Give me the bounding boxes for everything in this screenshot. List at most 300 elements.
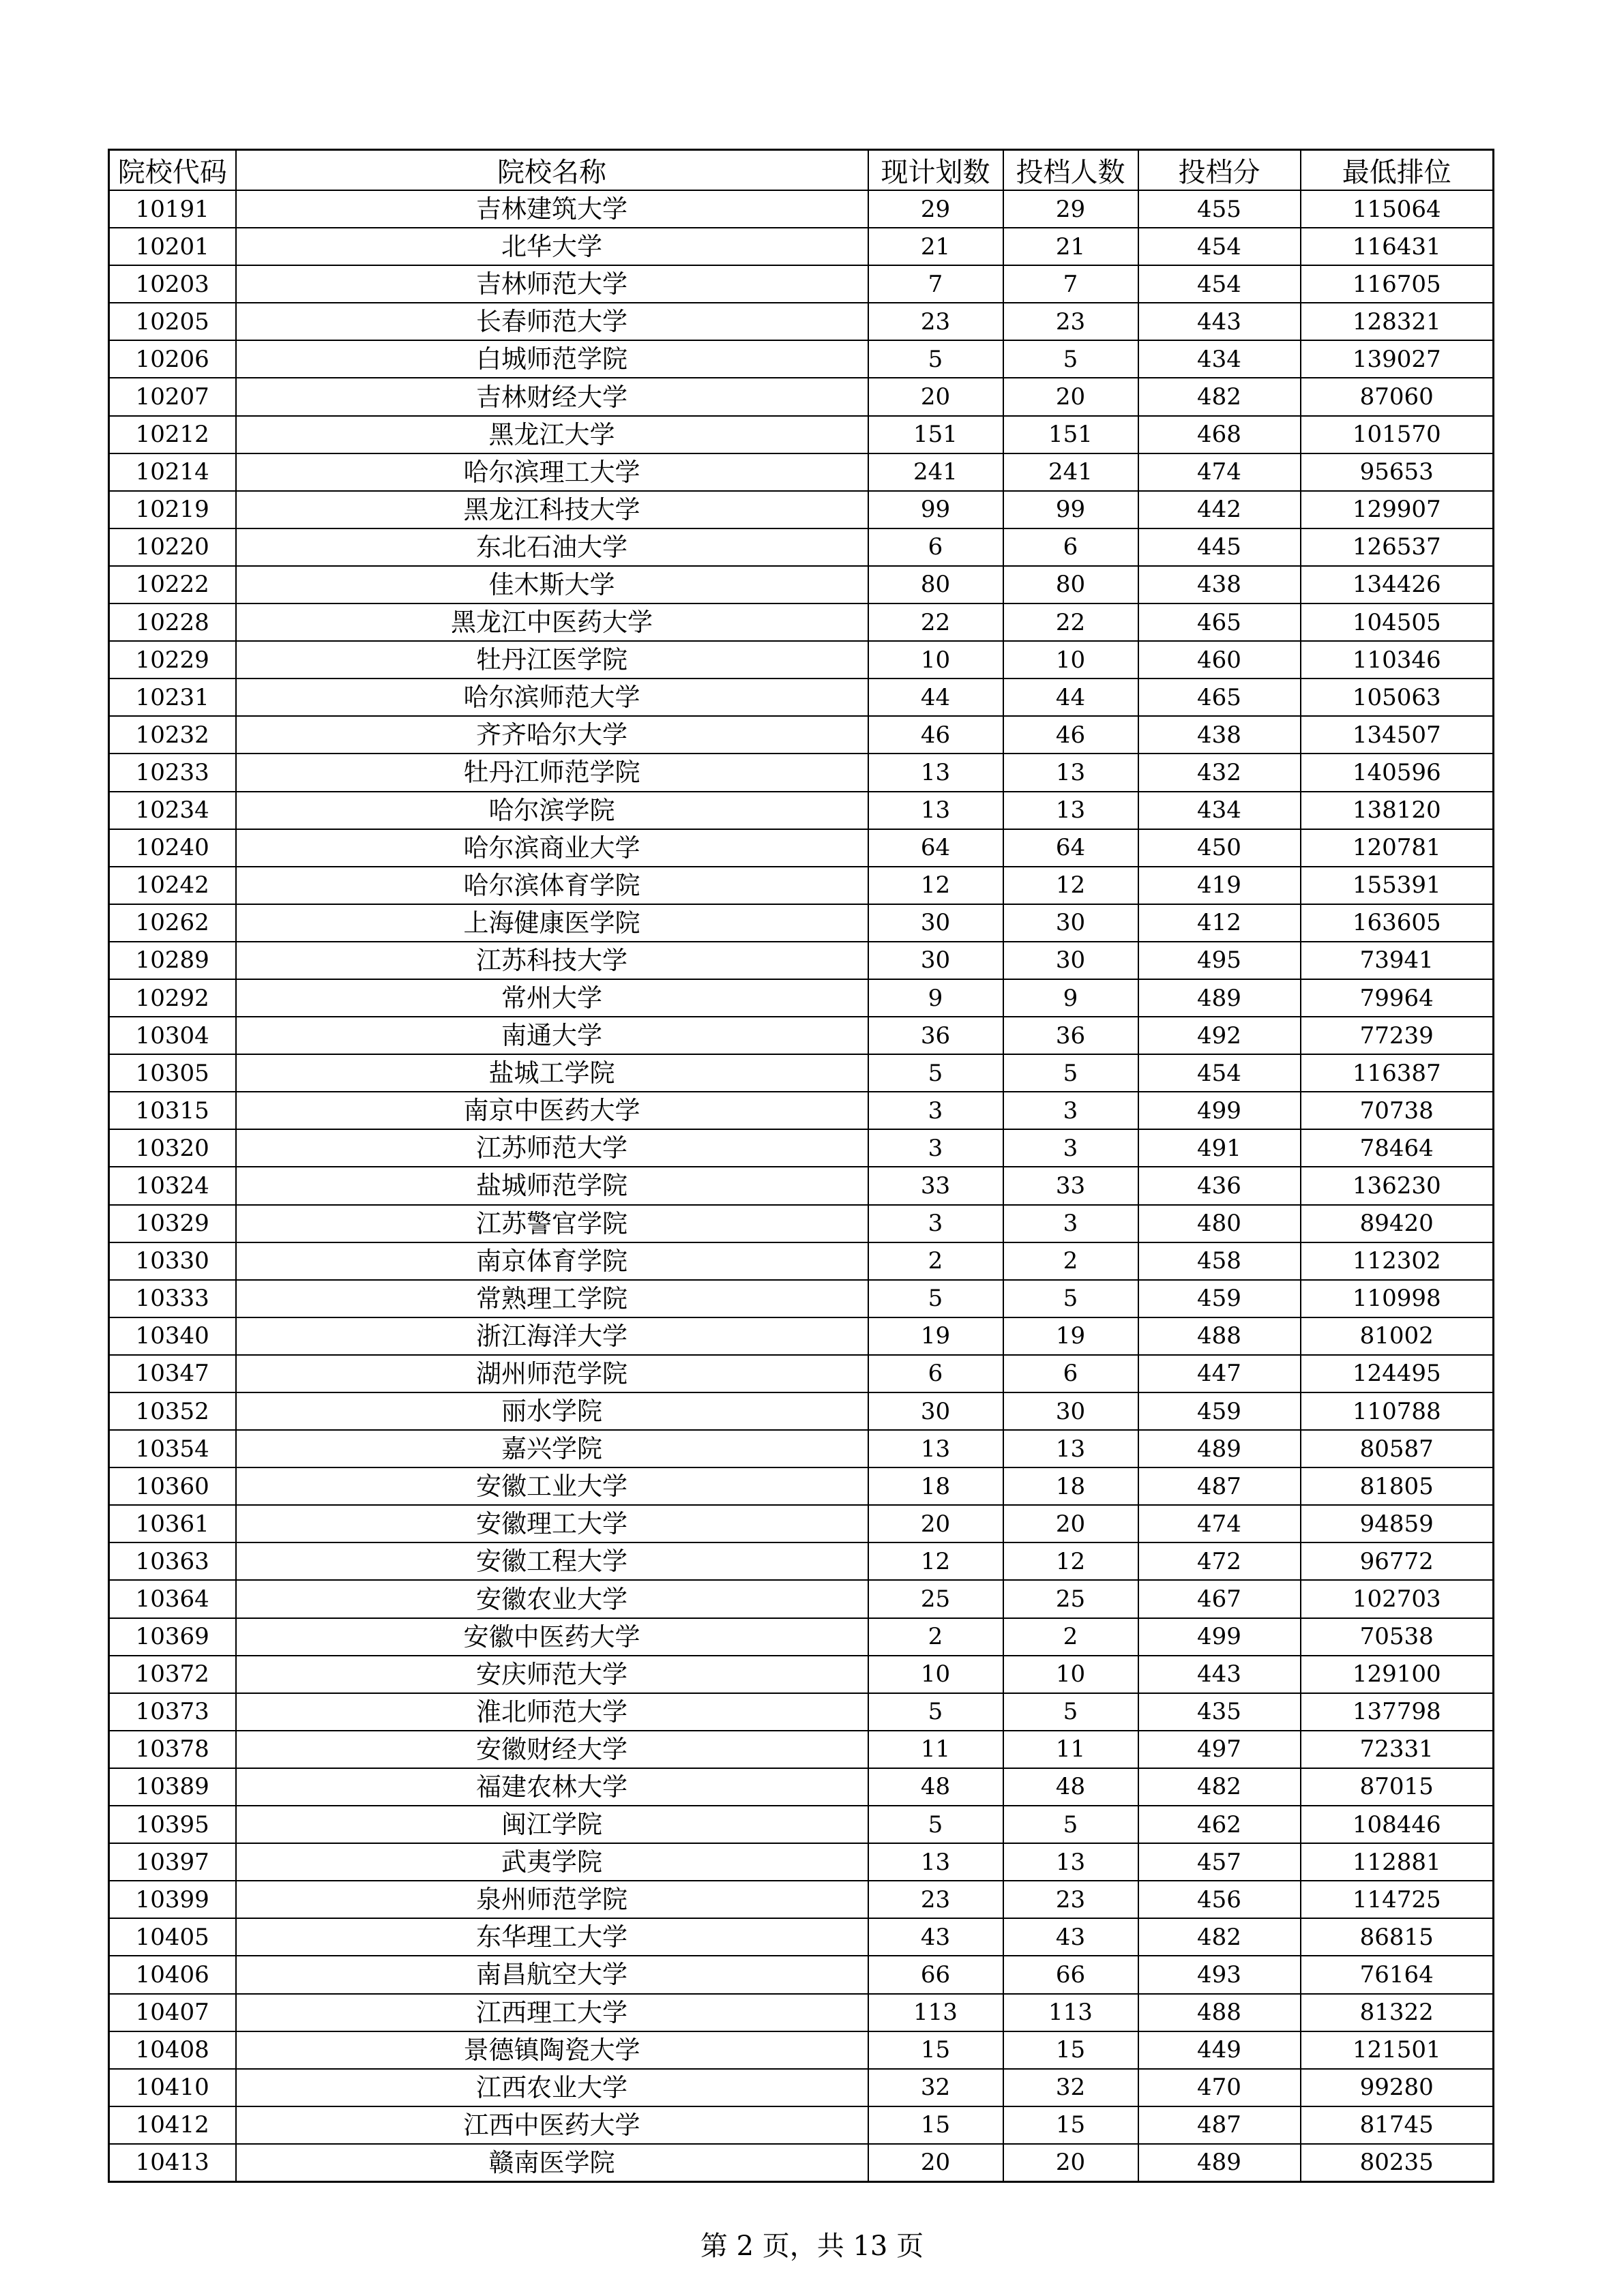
cell-school-code: 10405 [109, 1918, 236, 1956]
cell-plan-count: 6 [868, 1355, 1003, 1392]
cell-plan-count: 13 [868, 1843, 1003, 1881]
cell-cutoff-score: 462 [1138, 1806, 1301, 1843]
cell-school-name: 丽水学院 [236, 1392, 868, 1430]
cell-school-code: 10373 [109, 1693, 236, 1731]
cell-lowest-rank: 114725 [1301, 1881, 1494, 1918]
table-row [109, 792, 1494, 829]
cell-school-name: 常州大学 [236, 979, 868, 1017]
cell-plan-count: 7 [868, 265, 1003, 303]
cell-school-code: 10233 [109, 754, 236, 791]
cell-admitted-count: 3 [1003, 1092, 1138, 1129]
cell-school-name: 江西理工大学 [236, 1994, 868, 2031]
cell-school-code: 10407 [109, 1994, 236, 2031]
cell-plan-count: 64 [868, 829, 1003, 867]
cell-lowest-rank: 137798 [1301, 1693, 1494, 1731]
cell-school-name: 黑龙江大学 [236, 416, 868, 453]
cell-plan-count: 32 [868, 2069, 1003, 2106]
cell-plan-count: 66 [868, 1956, 1003, 1993]
cell-plan-count: 2 [868, 1242, 1003, 1280]
cell-cutoff-score: 491 [1138, 1129, 1301, 1167]
cell-school-name: 南京中医药大学 [236, 1092, 868, 1129]
cell-lowest-rank: 77239 [1301, 1017, 1494, 1054]
table-row [109, 716, 1494, 754]
cell-school-name: 哈尔滨体育学院 [236, 867, 868, 904]
table-row [109, 528, 1494, 566]
cell-cutoff-score: 419 [1138, 867, 1301, 904]
cell-school-code: 10352 [109, 1392, 236, 1430]
cell-plan-count: 80 [868, 566, 1003, 603]
cell-school-name: 齐齐哈尔大学 [236, 716, 868, 754]
cell-cutoff-score: 480 [1138, 1205, 1301, 1242]
cell-plan-count: 36 [868, 1017, 1003, 1054]
admission-table [108, 149, 1494, 2183]
cell-cutoff-score: 489 [1138, 1430, 1301, 1467]
cell-cutoff-score: 497 [1138, 1731, 1301, 1768]
cell-school-name: 盐城师范学院 [236, 1167, 868, 1204]
cell-school-code: 10292 [109, 979, 236, 1017]
cell-school-name: 牡丹江医学院 [236, 641, 868, 679]
cell-cutoff-score: 436 [1138, 1167, 1301, 1204]
cell-school-name: 江西中医药大学 [236, 2106, 868, 2144]
header-school-code: 院校代码 [109, 150, 236, 191]
cell-admitted-count: 32 [1003, 2069, 1138, 2106]
cell-school-name: 上海健康医学院 [236, 904, 868, 942]
cell-cutoff-score: 482 [1138, 378, 1301, 415]
cell-admitted-count: 30 [1003, 1392, 1138, 1430]
cell-admitted-count: 19 [1003, 1317, 1138, 1355]
cell-cutoff-score: 443 [1138, 303, 1301, 340]
table-row [109, 340, 1494, 378]
cell-lowest-rank: 80235 [1301, 2144, 1494, 2182]
cell-school-code: 10363 [109, 1542, 236, 1580]
cell-school-code: 10262 [109, 904, 236, 942]
table-row [109, 1994, 1494, 2031]
table-row [109, 1618, 1494, 1656]
cell-school-name: 吉林建筑大学 [236, 190, 868, 228]
cell-admitted-count: 13 [1003, 792, 1138, 829]
table-row [109, 378, 1494, 415]
cell-school-name: 南昌航空大学 [236, 1956, 868, 1993]
cell-cutoff-score: 457 [1138, 1843, 1301, 1881]
cell-cutoff-score: 459 [1138, 1392, 1301, 1430]
table-body [109, 190, 1494, 2181]
table-row [109, 1467, 1494, 1505]
cell-cutoff-score: 432 [1138, 754, 1301, 791]
cell-plan-count: 13 [868, 792, 1003, 829]
cell-plan-count: 5 [868, 340, 1003, 378]
cell-plan-count: 48 [868, 1768, 1003, 1806]
cell-school-code: 10214 [109, 453, 236, 491]
header-plan-count: 现计划数 [868, 150, 1003, 191]
cell-school-code: 10203 [109, 265, 236, 303]
cell-school-code: 10242 [109, 867, 236, 904]
cell-lowest-rank: 104505 [1301, 603, 1494, 641]
cell-admitted-count: 23 [1003, 1881, 1138, 1918]
table-row [109, 1505, 1494, 1542]
cell-plan-count: 12 [868, 1542, 1003, 1580]
cell-lowest-rank: 87015 [1301, 1768, 1494, 1806]
cell-lowest-rank: 138120 [1301, 792, 1494, 829]
cell-admitted-count: 13 [1003, 754, 1138, 791]
cell-lowest-rank: 134507 [1301, 716, 1494, 754]
cell-admitted-count: 30 [1003, 942, 1138, 979]
cell-cutoff-score: 438 [1138, 566, 1301, 603]
cell-school-name: 安徽工业大学 [236, 1467, 868, 1505]
cell-plan-count: 33 [868, 1167, 1003, 1204]
cell-school-name: 吉林师范大学 [236, 265, 868, 303]
cell-school-code: 10191 [109, 190, 236, 228]
cell-lowest-rank: 112302 [1301, 1242, 1494, 1280]
cell-plan-count: 6 [868, 528, 1003, 566]
cell-cutoff-score: 499 [1138, 1618, 1301, 1656]
cell-school-code: 10361 [109, 1505, 236, 1542]
cell-cutoff-score: 495 [1138, 942, 1301, 979]
cell-lowest-rank: 115064 [1301, 190, 1494, 228]
cell-admitted-count: 25 [1003, 1580, 1138, 1617]
cell-lowest-rank: 70738 [1301, 1092, 1494, 1129]
table-row [109, 1242, 1494, 1280]
table-row [109, 1392, 1494, 1430]
cell-school-name: 哈尔滨理工大学 [236, 453, 868, 491]
cell-school-name: 南通大学 [236, 1017, 868, 1054]
cell-cutoff-score: 488 [1138, 1317, 1301, 1355]
cell-lowest-rank: 87060 [1301, 378, 1494, 415]
cell-school-name: 东华理工大学 [236, 1918, 868, 1956]
cell-lowest-rank: 116705 [1301, 265, 1494, 303]
cell-school-name: 哈尔滨商业大学 [236, 829, 868, 867]
cell-admitted-count: 10 [1003, 1656, 1138, 1693]
cell-school-code: 10354 [109, 1430, 236, 1467]
cell-school-code: 10201 [109, 228, 236, 265]
table-row [109, 1430, 1494, 1467]
cell-plan-count: 23 [868, 1881, 1003, 1918]
cell-plan-count: 13 [868, 1430, 1003, 1467]
cell-school-code: 10329 [109, 1205, 236, 1242]
cell-plan-count: 151 [868, 416, 1003, 453]
cell-admitted-count: 44 [1003, 679, 1138, 716]
cell-plan-count: 15 [868, 2106, 1003, 2144]
cell-lowest-rank: 76164 [1301, 1956, 1494, 1993]
table-row [109, 942, 1494, 979]
table-row [109, 1129, 1494, 1167]
cell-plan-count: 241 [868, 453, 1003, 491]
table-row [109, 1580, 1494, 1617]
cell-lowest-rank: 72331 [1301, 1731, 1494, 1768]
cell-plan-count: 20 [868, 1505, 1003, 1542]
cell-plan-count: 5 [868, 1693, 1003, 1731]
cell-lowest-rank: 80587 [1301, 1430, 1494, 1467]
cell-school-code: 10304 [109, 1017, 236, 1054]
cell-school-name: 福建农林大学 [236, 1768, 868, 1806]
cell-admitted-count: 64 [1003, 829, 1138, 867]
cell-school-code: 10232 [109, 716, 236, 754]
header-school-name: 院校名称 [236, 150, 868, 191]
cell-school-code: 10330 [109, 1242, 236, 1280]
cell-school-name: 东北石油大学 [236, 528, 868, 566]
cell-plan-count: 30 [868, 1392, 1003, 1430]
cell-cutoff-score: 459 [1138, 1280, 1301, 1317]
cell-cutoff-score: 434 [1138, 792, 1301, 829]
cell-school-code: 10372 [109, 1656, 236, 1693]
cell-cutoff-score: 454 [1138, 228, 1301, 265]
cell-plan-count: 44 [868, 679, 1003, 716]
table-row [109, 2144, 1494, 2182]
cell-school-code: 10397 [109, 1843, 236, 1881]
cell-cutoff-score: 470 [1138, 2069, 1301, 2106]
cell-school-name: 安庆师范大学 [236, 1656, 868, 1693]
cell-cutoff-score: 474 [1138, 1505, 1301, 1542]
cell-lowest-rank: 120781 [1301, 829, 1494, 867]
cell-school-code: 10347 [109, 1355, 236, 1392]
cell-plan-count: 12 [868, 867, 1003, 904]
cell-cutoff-score: 467 [1138, 1580, 1301, 1617]
cell-admitted-count: 20 [1003, 1505, 1138, 1542]
cell-plan-count: 46 [868, 716, 1003, 754]
cell-school-code: 10412 [109, 2106, 236, 2144]
cell-cutoff-score: 488 [1138, 1994, 1301, 2031]
header-cutoff-score: 投档分 [1138, 150, 1301, 191]
cell-lowest-rank: 110346 [1301, 641, 1494, 679]
cell-school-name: 佳木斯大学 [236, 566, 868, 603]
cell-plan-count: 11 [868, 1731, 1003, 1768]
cell-school-name: 武夷学院 [236, 1843, 868, 1881]
cell-school-code: 10212 [109, 416, 236, 453]
cell-plan-count: 22 [868, 603, 1003, 641]
cell-plan-count: 5 [868, 1806, 1003, 1843]
table-row [109, 1205, 1494, 1242]
table-row [109, 867, 1494, 904]
cell-admitted-count: 33 [1003, 1167, 1138, 1204]
cell-school-name: 哈尔滨师范大学 [236, 679, 868, 716]
cell-plan-count: 9 [868, 979, 1003, 1017]
cell-plan-count: 25 [868, 1580, 1003, 1617]
cell-school-code: 10206 [109, 340, 236, 378]
cell-school-code: 10378 [109, 1731, 236, 1768]
table-row [109, 190, 1494, 228]
cell-admitted-count: 99 [1003, 491, 1138, 528]
cell-school-code: 10408 [109, 2031, 236, 2069]
table-row [109, 1280, 1494, 1317]
table-row [109, 303, 1494, 340]
cell-plan-count: 21 [868, 228, 1003, 265]
cell-school-name: 白城师范学院 [236, 340, 868, 378]
cell-admitted-count: 80 [1003, 566, 1138, 603]
cell-admitted-count: 21 [1003, 228, 1138, 265]
table-row [109, 1768, 1494, 1806]
cell-lowest-rank: 101570 [1301, 416, 1494, 453]
cell-plan-count: 10 [868, 641, 1003, 679]
cell-cutoff-score: 468 [1138, 416, 1301, 453]
cell-admitted-count: 13 [1003, 1843, 1138, 1881]
cell-school-name: 盐城工学院 [236, 1054, 868, 1092]
cell-admitted-count: 10 [1003, 641, 1138, 679]
cell-school-name: 安徽中医药大学 [236, 1618, 868, 1656]
table-row [109, 1806, 1494, 1843]
cell-plan-count: 23 [868, 303, 1003, 340]
cell-school-name: 景德镇陶瓷大学 [236, 2031, 868, 2069]
cell-school-code: 10369 [109, 1618, 236, 1656]
cell-school-name: 江苏师范大学 [236, 1129, 868, 1167]
cell-school-code: 10205 [109, 303, 236, 340]
cell-admitted-count: 13 [1003, 1430, 1138, 1467]
cell-lowest-rank: 129907 [1301, 491, 1494, 528]
cell-cutoff-score: 499 [1138, 1092, 1301, 1129]
table-row [109, 491, 1494, 528]
cell-school-code: 10234 [109, 792, 236, 829]
cell-school-code: 10340 [109, 1317, 236, 1355]
cell-lowest-rank: 95653 [1301, 453, 1494, 491]
cell-school-name: 安徽农业大学 [236, 1580, 868, 1617]
cell-school-code: 10360 [109, 1467, 236, 1505]
cell-lowest-rank: 134426 [1301, 566, 1494, 603]
cell-school-name: 江西农业大学 [236, 2069, 868, 2106]
cell-plan-count: 29 [868, 190, 1003, 228]
cell-admitted-count: 46 [1003, 716, 1138, 754]
cell-cutoff-score: 435 [1138, 1693, 1301, 1731]
cell-cutoff-score: 447 [1138, 1355, 1301, 1392]
cell-plan-count: 5 [868, 1054, 1003, 1092]
cell-admitted-count: 151 [1003, 416, 1138, 453]
cell-admitted-count: 66 [1003, 1956, 1138, 1993]
cell-school-name: 江苏警官学院 [236, 1205, 868, 1242]
table-row [109, 1881, 1494, 1918]
cell-lowest-rank: 129100 [1301, 1656, 1494, 1693]
cell-admitted-count: 5 [1003, 1693, 1138, 1731]
cell-cutoff-score: 489 [1138, 979, 1301, 1017]
table-row [109, 566, 1494, 603]
cell-admitted-count: 29 [1003, 190, 1138, 228]
cell-plan-count: 30 [868, 942, 1003, 979]
cell-lowest-rank: 108446 [1301, 1806, 1494, 1843]
cell-admitted-count: 2 [1003, 1618, 1138, 1656]
cell-school-code: 10399 [109, 1881, 236, 1918]
cell-school-name: 安徽理工大学 [236, 1505, 868, 1542]
cell-lowest-rank: 81745 [1301, 2106, 1494, 2144]
cell-cutoff-score: 438 [1138, 716, 1301, 754]
cell-admitted-count: 30 [1003, 904, 1138, 942]
table-row [109, 1956, 1494, 1993]
table-row [109, 2031, 1494, 2069]
cell-admitted-count: 48 [1003, 1768, 1138, 1806]
cell-admitted-count: 11 [1003, 1731, 1138, 1768]
cell-cutoff-score: 482 [1138, 1768, 1301, 1806]
cell-admitted-count: 43 [1003, 1918, 1138, 1956]
table-row [109, 1317, 1494, 1355]
table-row [109, 2069, 1494, 2106]
table-row [109, 979, 1494, 1017]
cell-school-name: 赣南医学院 [236, 2144, 868, 2182]
cell-admitted-count: 15 [1003, 2106, 1138, 2144]
cell-admitted-count: 22 [1003, 603, 1138, 641]
cell-lowest-rank: 163605 [1301, 904, 1494, 942]
table-row [109, 1092, 1494, 1129]
table-row [109, 641, 1494, 679]
table-row [109, 265, 1494, 303]
cell-admitted-count: 6 [1003, 528, 1138, 566]
cell-cutoff-score: 458 [1138, 1242, 1301, 1280]
cell-school-name: 安徽财经大学 [236, 1731, 868, 1768]
cell-school-code: 10324 [109, 1167, 236, 1204]
cell-school-code: 10395 [109, 1806, 236, 1843]
cell-cutoff-score: 474 [1138, 453, 1301, 491]
cell-plan-count: 113 [868, 1994, 1003, 2031]
table-row [109, 1355, 1494, 1392]
cell-lowest-rank: 112881 [1301, 1843, 1494, 1881]
cell-admitted-count: 241 [1003, 453, 1138, 491]
cell-cutoff-score: 454 [1138, 265, 1301, 303]
cell-lowest-rank: 121501 [1301, 2031, 1494, 2069]
cell-lowest-rank: 128321 [1301, 303, 1494, 340]
cell-cutoff-score: 489 [1138, 2144, 1301, 2182]
cell-school-code: 10305 [109, 1054, 236, 1092]
cell-school-name: 江苏科技大学 [236, 942, 868, 979]
cell-school-name: 嘉兴学院 [236, 1430, 868, 1467]
cell-lowest-rank: 70538 [1301, 1618, 1494, 1656]
cell-admitted-count: 15 [1003, 2031, 1138, 2069]
header-row [109, 150, 1494, 191]
cell-school-name: 牡丹江师范学院 [236, 754, 868, 791]
cell-cutoff-score: 465 [1138, 603, 1301, 641]
cell-lowest-rank: 116387 [1301, 1054, 1494, 1092]
cell-school-name: 哈尔滨学院 [236, 792, 868, 829]
cell-lowest-rank: 116431 [1301, 228, 1494, 265]
table-row [109, 603, 1494, 641]
cell-cutoff-score: 442 [1138, 491, 1301, 528]
cell-cutoff-score: 412 [1138, 904, 1301, 942]
cell-school-name: 安徽工程大学 [236, 1542, 868, 1580]
cell-admitted-count: 20 [1003, 2144, 1138, 2182]
cell-school-name: 黑龙江中医药大学 [236, 603, 868, 641]
cell-lowest-rank: 73941 [1301, 942, 1494, 979]
cell-school-name: 浙江海洋大学 [236, 1317, 868, 1355]
cell-plan-count: 10 [868, 1656, 1003, 1693]
cell-admitted-count: 9 [1003, 979, 1138, 1017]
cell-school-code: 10410 [109, 2069, 236, 2106]
cell-admitted-count: 18 [1003, 1467, 1138, 1505]
cell-plan-count: 5 [868, 1280, 1003, 1317]
cell-school-code: 10413 [109, 2144, 236, 2182]
cell-lowest-rank: 102703 [1301, 1580, 1494, 1617]
cell-admitted-count: 2 [1003, 1242, 1138, 1280]
table-row [109, 1731, 1494, 1768]
cell-plan-count: 15 [868, 2031, 1003, 2069]
cell-admitted-count: 113 [1003, 1994, 1138, 2031]
cell-admitted-count: 6 [1003, 1355, 1138, 1392]
cell-school-name: 长春师范大学 [236, 303, 868, 340]
cell-plan-count: 20 [868, 378, 1003, 415]
cell-plan-count: 13 [868, 754, 1003, 791]
cell-cutoff-score: 455 [1138, 190, 1301, 228]
cell-school-name: 北华大学 [236, 228, 868, 265]
cell-school-code: 10406 [109, 1956, 236, 1993]
cell-school-name: 闽江学院 [236, 1806, 868, 1843]
table-row [109, 1918, 1494, 1956]
cell-admitted-count: 12 [1003, 1542, 1138, 1580]
table-row [109, 1843, 1494, 1881]
cell-school-code: 10219 [109, 491, 236, 528]
cell-plan-count: 30 [868, 904, 1003, 942]
table-row [109, 1542, 1494, 1580]
cell-school-code: 10364 [109, 1580, 236, 1617]
cell-admitted-count: 7 [1003, 265, 1138, 303]
cell-school-code: 10229 [109, 641, 236, 679]
table-row [109, 228, 1494, 265]
cell-lowest-rank: 155391 [1301, 867, 1494, 904]
cell-admitted-count: 23 [1003, 303, 1138, 340]
header-lowest-rank: 最低排位 [1301, 150, 1494, 191]
cell-cutoff-score: 456 [1138, 1881, 1301, 1918]
cell-lowest-rank: 81322 [1301, 1994, 1494, 2031]
